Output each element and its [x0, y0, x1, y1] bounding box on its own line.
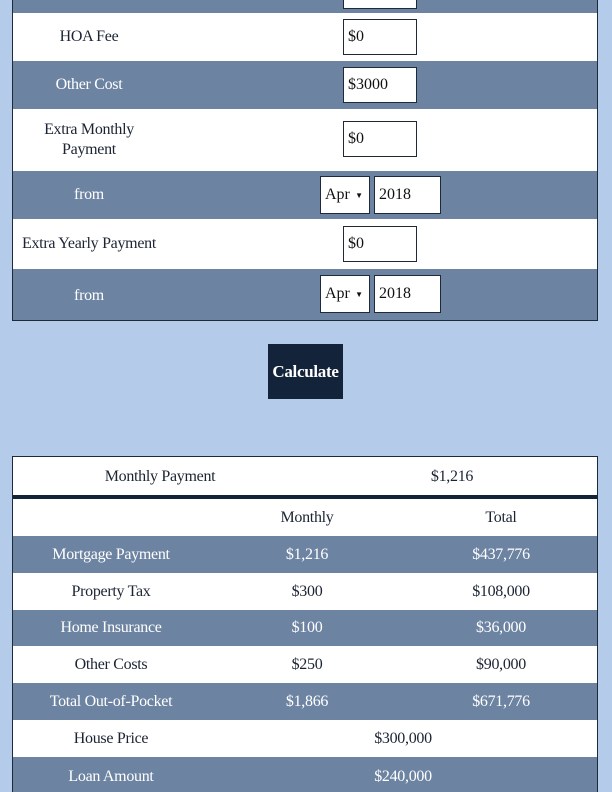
- results-divider: [13, 495, 597, 499]
- house-price-value: $300,000: [374, 729, 432, 747]
- col-total-header: Total: [485, 509, 517, 526]
- row-total: $36,000: [476, 619, 526, 636]
- other-cost-input[interactable]: $3000: [343, 67, 417, 103]
- other-cost-label: Other Cost: [55, 76, 123, 93]
- row-total: $437,776: [472, 545, 530, 563]
- table-row: [13, 646, 597, 683]
- form-row-extra-monthly-from: [13, 171, 597, 219]
- monthly-payment-row: [13, 459, 597, 495]
- form-row-partial: [13, 0, 597, 13]
- house-price-row: [13, 720, 597, 757]
- col-monthly-header: Monthly: [280, 509, 334, 526]
- row-total: $671,776: [472, 692, 530, 710]
- row-label: Property Tax: [71, 582, 151, 600]
- row-label: Mortgage Payment: [52, 545, 170, 563]
- form-row-hoa: [13, 13, 597, 61]
- row-monthly: $300: [291, 582, 323, 600]
- results-panel: [12, 456, 598, 792]
- row-label: Other Costs: [74, 655, 148, 673]
- extra-yearly-label: Extra Yearly Payment: [22, 235, 156, 252]
- extra-yearly-year-input[interactable]: 2018: [374, 275, 441, 313]
- row-monthly: $250: [291, 655, 323, 673]
- extra-yearly-month-select[interactable]: [320, 275, 370, 313]
- form-row-extra-monthly: [13, 109, 597, 171]
- extra-monthly-input[interactable]: $0: [343, 121, 417, 157]
- table-row: [13, 610, 597, 646]
- caret-down-icon: ▼: [355, 289, 363, 299]
- table-row: [13, 573, 597, 610]
- monthly-payment-value: $1,216: [430, 468, 474, 485]
- loan-amount-row: [13, 757, 597, 792]
- extra-monthly-year-input[interactable]: 2018: [374, 176, 441, 214]
- extra-monthly-from-label: from: [74, 186, 104, 203]
- monthly-payment-label: Monthly Payment: [104, 468, 216, 485]
- row-label: Total Out-of-Pocket: [49, 692, 173, 710]
- house-price-label: House Price: [73, 729, 149, 747]
- hoa-fee-input[interactable]: $0: [343, 19, 417, 55]
- input-form-panel: [12, 0, 598, 321]
- partial-input[interactable]: [343, 0, 417, 9]
- calculate-button[interactable]: Calculate: [268, 344, 343, 399]
- loan-amount-label: Loan Amount: [68, 768, 154, 785]
- results-header-row: [13, 500, 597, 536]
- table-row: [13, 536, 597, 573]
- row-total: $90,000: [476, 655, 526, 673]
- extra-monthly-month-value: Apr: [325, 186, 350, 203]
- row-label: Home Insurance: [60, 619, 162, 636]
- form-row-extra-yearly-from: [13, 269, 597, 321]
- extra-yearly-month-value: Apr: [325, 285, 350, 302]
- row-monthly: $1,216: [285, 545, 329, 563]
- caret-down-icon: ▼: [355, 190, 363, 200]
- extra-yearly-input[interactable]: $0: [343, 226, 417, 262]
- form-row-extra-yearly: [13, 219, 597, 269]
- row-monthly: $100: [291, 619, 323, 636]
- row-monthly: $1,866: [285, 692, 329, 710]
- loan-amount-value: $240,000: [374, 768, 432, 785]
- extra-monthly-label: Extra Monthly Payment: [44, 121, 134, 158]
- extra-monthly-month-select[interactable]: [320, 176, 370, 214]
- hoa-fee-label: HOA Fee: [59, 28, 119, 45]
- extra-yearly-from-label: from: [74, 286, 104, 304]
- table-row: [13, 683, 597, 720]
- row-total: $108,000: [472, 582, 530, 600]
- form-row-other-cost: [13, 61, 597, 109]
